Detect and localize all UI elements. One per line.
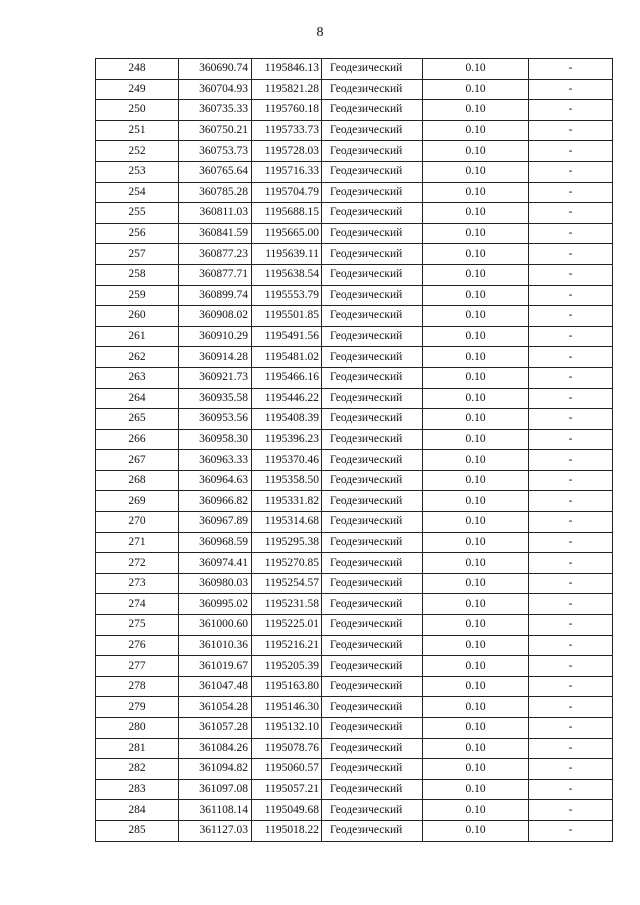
point-number-cell: 263 (96, 367, 179, 388)
note-cell: - (529, 79, 613, 100)
x-coordinate-cell: 361010.36 (179, 635, 252, 656)
accuracy-cell: 0.10 (423, 388, 529, 409)
table-row (96, 306, 613, 327)
accuracy-cell: 0.10 (423, 161, 529, 182)
point-number-cell: 264 (96, 388, 179, 409)
point-number-cell: 272 (96, 553, 179, 574)
accuracy-cell: 0.10 (423, 285, 529, 306)
accuracy-cell: 0.10 (423, 203, 529, 224)
table-row (96, 656, 613, 677)
point-number-cell: 248 (96, 59, 179, 80)
method-cell: Геодезический (322, 79, 423, 100)
method-cell: Геодезический (322, 450, 423, 471)
y-coordinate-cell: 1195491.56 (252, 326, 322, 347)
point-number-cell: 261 (96, 326, 179, 347)
method-cell: Геодезический (322, 656, 423, 677)
accuracy-cell: 0.10 (423, 264, 529, 285)
note-cell: - (529, 203, 613, 224)
accuracy-cell: 0.10 (423, 306, 529, 327)
table-row (96, 59, 613, 80)
x-coordinate-cell: 360966.82 (179, 491, 252, 512)
x-coordinate-cell: 360899.74 (179, 285, 252, 306)
accuracy-cell: 0.10 (423, 59, 529, 80)
accuracy-cell: 0.10 (423, 676, 529, 697)
y-coordinate-cell: 1195146.30 (252, 697, 322, 718)
method-cell: Геодезический (322, 759, 423, 780)
note-cell: - (529, 326, 613, 347)
table-row (96, 347, 613, 368)
point-number-cell: 249 (96, 79, 179, 100)
accuracy-cell: 0.10 (423, 347, 529, 368)
table-row (96, 367, 613, 388)
note-cell: - (529, 100, 613, 121)
method-cell: Геодезический (322, 635, 423, 656)
table-row (96, 120, 613, 141)
note-cell: - (529, 718, 613, 739)
x-coordinate-cell: 361097.08 (179, 779, 252, 800)
method-cell: Геодезический (322, 347, 423, 368)
accuracy-cell: 0.10 (423, 656, 529, 677)
x-coordinate-cell: 360967.89 (179, 512, 252, 533)
note-cell: - (529, 367, 613, 388)
x-coordinate-cell: 360968.59 (179, 532, 252, 553)
note-cell: - (529, 532, 613, 553)
y-coordinate-cell: 1195501.85 (252, 306, 322, 327)
point-number-cell: 279 (96, 697, 179, 718)
note-cell: - (529, 738, 613, 759)
accuracy-cell: 0.10 (423, 79, 529, 100)
y-coordinate-cell: 1195733.73 (252, 120, 322, 141)
point-number-cell: 256 (96, 223, 179, 244)
y-coordinate-cell: 1195314.68 (252, 512, 322, 533)
method-cell: Геодезический (322, 573, 423, 594)
y-coordinate-cell: 1195205.39 (252, 656, 322, 677)
coordinates-table-body (96, 59, 613, 842)
point-number-cell: 255 (96, 203, 179, 224)
x-coordinate-cell: 361084.26 (179, 738, 252, 759)
method-cell: Геодезический (322, 100, 423, 121)
y-coordinate-cell: 1195270.85 (252, 553, 322, 574)
point-number-cell: 269 (96, 491, 179, 512)
accuracy-cell: 0.10 (423, 223, 529, 244)
point-number-cell: 260 (96, 306, 179, 327)
method-cell: Геодезический (322, 203, 423, 224)
method-cell: Геодезический (322, 59, 423, 80)
note-cell: - (529, 409, 613, 430)
accuracy-cell: 0.10 (423, 759, 529, 780)
table-row (96, 759, 613, 780)
accuracy-cell: 0.10 (423, 738, 529, 759)
note-cell: - (529, 59, 613, 80)
accuracy-cell: 0.10 (423, 718, 529, 739)
note-cell: - (529, 491, 613, 512)
y-coordinate-cell: 1195821.28 (252, 79, 322, 100)
table-row (96, 244, 613, 265)
y-coordinate-cell: 1195408.39 (252, 409, 322, 430)
y-coordinate-cell: 1195231.58 (252, 594, 322, 615)
x-coordinate-cell: 360690.74 (179, 59, 252, 80)
point-number-cell: 284 (96, 800, 179, 821)
accuracy-cell: 0.10 (423, 779, 529, 800)
table-row (96, 738, 613, 759)
point-number-cell: 265 (96, 409, 179, 430)
note-cell: - (529, 388, 613, 409)
x-coordinate-cell: 360877.71 (179, 264, 252, 285)
method-cell: Геодезический (322, 285, 423, 306)
method-cell: Геодезический (322, 223, 423, 244)
accuracy-cell: 0.10 (423, 615, 529, 636)
method-cell: Геодезический (322, 141, 423, 162)
x-coordinate-cell: 360910.29 (179, 326, 252, 347)
method-cell: Геодезический (322, 244, 423, 265)
y-coordinate-cell: 1195481.02 (252, 347, 322, 368)
table-row (96, 409, 613, 430)
table-row (96, 161, 613, 182)
x-coordinate-cell: 360935.58 (179, 388, 252, 409)
table-row (96, 800, 613, 821)
table-row (96, 100, 613, 121)
point-number-cell: 251 (96, 120, 179, 141)
table-row (96, 676, 613, 697)
y-coordinate-cell: 1195716.33 (252, 161, 322, 182)
note-cell: - (529, 759, 613, 780)
x-coordinate-cell: 361000.60 (179, 615, 252, 636)
table-row (96, 491, 613, 512)
table-row (96, 573, 613, 594)
x-coordinate-cell: 360908.02 (179, 306, 252, 327)
table-row (96, 326, 613, 347)
method-cell: Геодезический (322, 779, 423, 800)
point-number-cell: 270 (96, 512, 179, 533)
method-cell: Геодезический (322, 512, 423, 533)
x-coordinate-cell: 360995.02 (179, 594, 252, 615)
y-coordinate-cell: 1195665.00 (252, 223, 322, 244)
point-number-cell: 283 (96, 779, 179, 800)
point-number-cell: 275 (96, 615, 179, 636)
method-cell: Геодезический (322, 388, 423, 409)
table-row (96, 512, 613, 533)
y-coordinate-cell: 1195078.76 (252, 738, 322, 759)
method-cell: Геодезический (322, 491, 423, 512)
x-coordinate-cell: 360958.30 (179, 429, 252, 450)
y-coordinate-cell: 1195060.57 (252, 759, 322, 780)
table-row (96, 697, 613, 718)
y-coordinate-cell: 1195370.46 (252, 450, 322, 471)
y-coordinate-cell: 1195446.22 (252, 388, 322, 409)
point-number-cell: 253 (96, 161, 179, 182)
point-number-cell: 254 (96, 182, 179, 203)
accuracy-cell: 0.10 (423, 820, 529, 841)
coordinates-table (95, 58, 613, 842)
x-coordinate-cell: 360785.28 (179, 182, 252, 203)
y-coordinate-cell: 1195225.01 (252, 615, 322, 636)
page-number: 8 (316, 25, 324, 40)
point-number-cell: 259 (96, 285, 179, 306)
point-number-cell: 262 (96, 347, 179, 368)
accuracy-cell: 0.10 (423, 120, 529, 141)
note-cell: - (529, 182, 613, 203)
accuracy-cell: 0.10 (423, 141, 529, 162)
x-coordinate-cell: 361057.28 (179, 718, 252, 739)
note-cell: - (529, 779, 613, 800)
accuracy-cell: 0.10 (423, 512, 529, 533)
method-cell: Геодезический (322, 553, 423, 574)
method-cell: Геодезический (322, 470, 423, 491)
accuracy-cell: 0.10 (423, 635, 529, 656)
x-coordinate-cell: 360877.23 (179, 244, 252, 265)
table-row (96, 203, 613, 224)
note-cell: - (529, 306, 613, 327)
point-number-cell: 285 (96, 820, 179, 841)
accuracy-cell: 0.10 (423, 594, 529, 615)
point-number-cell: 276 (96, 635, 179, 656)
point-number-cell: 277 (96, 656, 179, 677)
note-cell: - (529, 697, 613, 718)
x-coordinate-cell: 361108.14 (179, 800, 252, 821)
note-cell: - (529, 594, 613, 615)
y-coordinate-cell: 1195760.18 (252, 100, 322, 121)
note-cell: - (529, 347, 613, 368)
y-coordinate-cell: 1195688.15 (252, 203, 322, 224)
y-coordinate-cell: 1195358.50 (252, 470, 322, 491)
note-cell: - (529, 244, 613, 265)
point-number-cell: 252 (96, 141, 179, 162)
note-cell: - (529, 800, 613, 821)
y-coordinate-cell: 1195295.38 (252, 532, 322, 553)
table-row (96, 718, 613, 739)
x-coordinate-cell: 361127.03 (179, 820, 252, 841)
x-coordinate-cell: 360964.63 (179, 470, 252, 491)
method-cell: Геодезический (322, 429, 423, 450)
table-row (96, 388, 613, 409)
table-row (96, 182, 613, 203)
method-cell: Геодезический (322, 367, 423, 388)
point-number-cell: 268 (96, 470, 179, 491)
note-cell: - (529, 264, 613, 285)
y-coordinate-cell: 1195216.21 (252, 635, 322, 656)
point-number-cell: 266 (96, 429, 179, 450)
table-row (96, 223, 613, 244)
accuracy-cell: 0.10 (423, 409, 529, 430)
method-cell: Геодезический (322, 306, 423, 327)
x-coordinate-cell: 360735.33 (179, 100, 252, 121)
note-cell: - (529, 285, 613, 306)
note-cell: - (529, 573, 613, 594)
note-cell: - (529, 635, 613, 656)
method-cell: Геодезический (322, 594, 423, 615)
y-coordinate-cell: 1195132.10 (252, 718, 322, 739)
point-number-cell: 258 (96, 264, 179, 285)
accuracy-cell: 0.10 (423, 100, 529, 121)
x-coordinate-cell: 360811.03 (179, 203, 252, 224)
point-number-cell: 278 (96, 676, 179, 697)
table-row (96, 594, 613, 615)
accuracy-cell: 0.10 (423, 470, 529, 491)
y-coordinate-cell: 1195396.23 (252, 429, 322, 450)
table-row (96, 264, 613, 285)
accuracy-cell: 0.10 (423, 532, 529, 553)
method-cell: Геодезический (322, 676, 423, 697)
y-coordinate-cell: 1195466.16 (252, 367, 322, 388)
y-coordinate-cell: 1195846.13 (252, 59, 322, 80)
accuracy-cell: 0.10 (423, 244, 529, 265)
note-cell: - (529, 223, 613, 244)
y-coordinate-cell: 1195018.22 (252, 820, 322, 841)
table-row (96, 532, 613, 553)
point-number-cell: 273 (96, 573, 179, 594)
method-cell: Геодезический (322, 326, 423, 347)
x-coordinate-cell: 361047.48 (179, 676, 252, 697)
point-number-cell: 282 (96, 759, 179, 780)
x-coordinate-cell: 360953.56 (179, 409, 252, 430)
y-coordinate-cell: 1195704.79 (252, 182, 322, 203)
table-row (96, 450, 613, 471)
note-cell: - (529, 656, 613, 677)
method-cell: Геодезический (322, 820, 423, 841)
note-cell: - (529, 470, 613, 491)
x-coordinate-cell: 360963.33 (179, 450, 252, 471)
method-cell: Геодезический (322, 697, 423, 718)
accuracy-cell: 0.10 (423, 182, 529, 203)
table-row (96, 635, 613, 656)
accuracy-cell: 0.10 (423, 429, 529, 450)
accuracy-cell: 0.10 (423, 367, 529, 388)
method-cell: Геодезический (322, 182, 423, 203)
point-number-cell: 257 (96, 244, 179, 265)
method-cell: Геодезический (322, 120, 423, 141)
y-coordinate-cell: 1195639.11 (252, 244, 322, 265)
y-coordinate-cell: 1195057.21 (252, 779, 322, 800)
table-row (96, 470, 613, 491)
table-row (96, 553, 613, 574)
accuracy-cell: 0.10 (423, 697, 529, 718)
accuracy-cell: 0.10 (423, 491, 529, 512)
x-coordinate-cell: 360765.64 (179, 161, 252, 182)
x-coordinate-cell: 360974.41 (179, 553, 252, 574)
note-cell: - (529, 450, 613, 471)
y-coordinate-cell: 1195638.54 (252, 264, 322, 285)
y-coordinate-cell: 1195254.57 (252, 573, 322, 594)
y-coordinate-cell: 1195728.03 (252, 141, 322, 162)
note-cell: - (529, 820, 613, 841)
note-cell: - (529, 615, 613, 636)
note-cell: - (529, 141, 613, 162)
accuracy-cell: 0.10 (423, 450, 529, 471)
method-cell: Геодезический (322, 800, 423, 821)
table-row (96, 79, 613, 100)
method-cell: Геодезический (322, 532, 423, 553)
note-cell: - (529, 676, 613, 697)
x-coordinate-cell: 360914.28 (179, 347, 252, 368)
point-number-cell: 250 (96, 100, 179, 121)
x-coordinate-cell: 360921.73 (179, 367, 252, 388)
table-row (96, 285, 613, 306)
x-coordinate-cell: 360750.21 (179, 120, 252, 141)
y-coordinate-cell: 1195553.79 (252, 285, 322, 306)
table-row (96, 615, 613, 636)
x-coordinate-cell: 360841.59 (179, 223, 252, 244)
accuracy-cell: 0.10 (423, 326, 529, 347)
y-coordinate-cell: 1195049.68 (252, 800, 322, 821)
table-row (96, 779, 613, 800)
note-cell: - (529, 429, 613, 450)
point-number-cell: 280 (96, 718, 179, 739)
note-cell: - (529, 512, 613, 533)
note-cell: - (529, 120, 613, 141)
x-coordinate-cell: 361054.28 (179, 697, 252, 718)
y-coordinate-cell: 1195331.82 (252, 491, 322, 512)
point-number-cell: 271 (96, 532, 179, 553)
x-coordinate-cell: 360704.93 (179, 79, 252, 100)
point-number-cell: 267 (96, 450, 179, 471)
method-cell: Геодезический (322, 718, 423, 739)
table-row (96, 141, 613, 162)
method-cell: Геодезический (322, 409, 423, 430)
x-coordinate-cell: 360753.73 (179, 141, 252, 162)
method-cell: Геодезический (322, 738, 423, 759)
x-coordinate-cell: 361094.82 (179, 759, 252, 780)
note-cell: - (529, 553, 613, 574)
accuracy-cell: 0.10 (423, 573, 529, 594)
x-coordinate-cell: 360980.03 (179, 573, 252, 594)
accuracy-cell: 0.10 (423, 553, 529, 574)
note-cell: - (529, 161, 613, 182)
point-number-cell: 274 (96, 594, 179, 615)
method-cell: Геодезический (322, 161, 423, 182)
accuracy-cell: 0.10 (423, 800, 529, 821)
x-coordinate-cell: 361019.67 (179, 656, 252, 677)
method-cell: Геодезический (322, 615, 423, 636)
y-coordinate-cell: 1195163.80 (252, 676, 322, 697)
table-row (96, 429, 613, 450)
method-cell: Геодезический (322, 264, 423, 285)
table-row (96, 820, 613, 841)
point-number-cell: 281 (96, 738, 179, 759)
